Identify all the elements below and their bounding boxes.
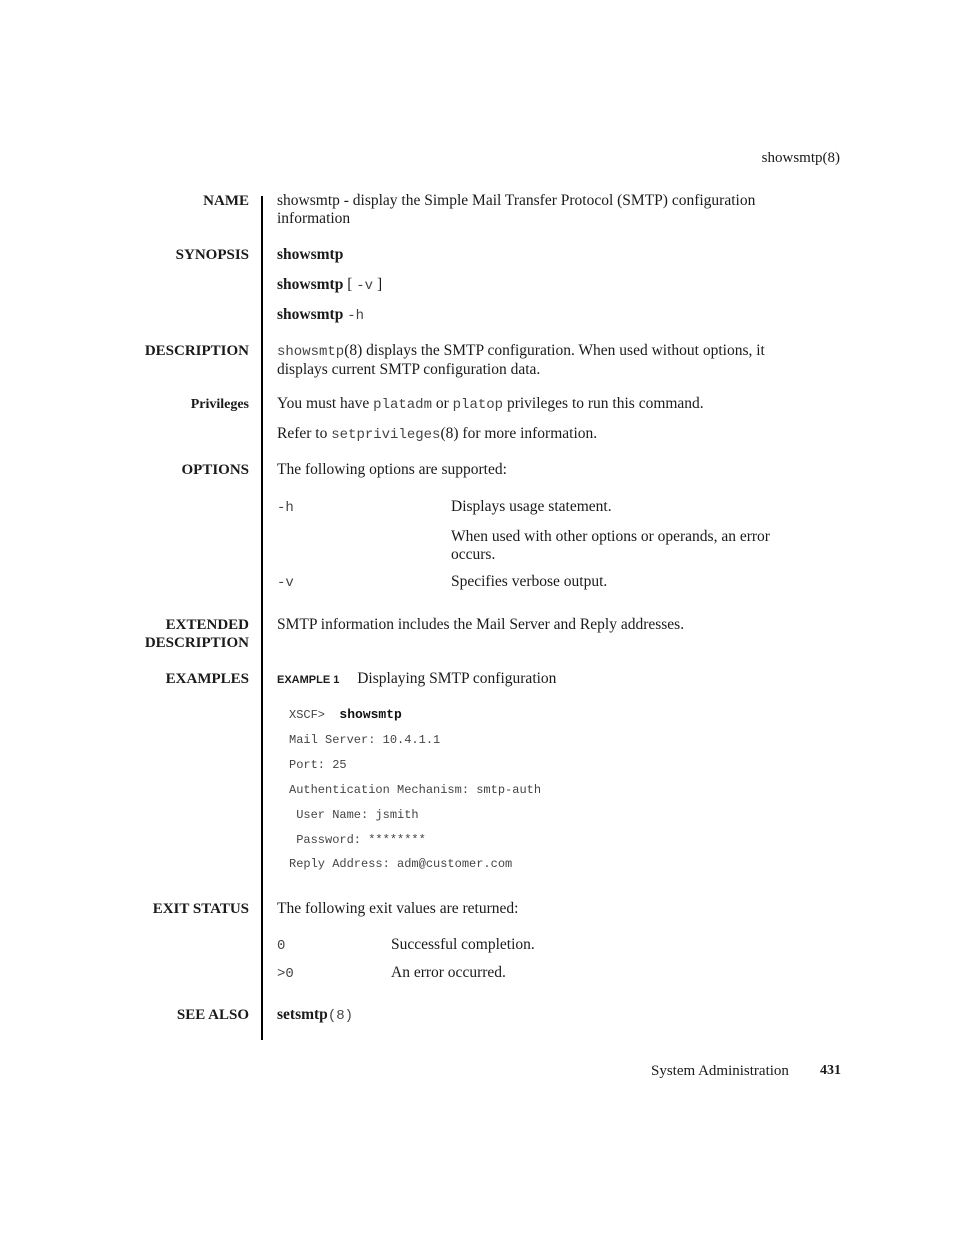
exit-code-gt0-desc: An error occurred. [391, 964, 506, 981]
privileges-text-b: or [431, 395, 453, 412]
extended-label-line-1: EXTENDED [165, 617, 249, 633]
synopsis-command: showsmtp [277, 246, 344, 263]
privileges-refer-suffix: (8) for more information. [440, 425, 598, 442]
section-label-options: OPTIONS [181, 462, 249, 478]
section-label-see-also: SEE ALSO [176, 1007, 249, 1023]
section-label-privileges: Privileges [190, 397, 249, 412]
see-also-section: (8) [327, 1008, 354, 1024]
screen-output-line: User Name: jsmith [289, 808, 419, 822]
name-line-1: showsmtp - display the Simple Mail Transfer Protocol (SMTP) configuration [277, 192, 756, 209]
option-v-desc: Specifies verbose output. [451, 573, 608, 590]
description-line-2: displays current SMTP configuration data. [277, 361, 541, 378]
privileges-text-a: You must have [277, 395, 374, 412]
privileges-refer-text: Refer to [277, 425, 332, 442]
name-text [277, 192, 755, 228]
options-intro: The following options are supported: [277, 461, 507, 478]
exit-status-intro: The following exit values are returned: [277, 900, 519, 917]
section-label-name: NAME [203, 193, 249, 209]
description-line-1: (8) displays the SMTP configuration. When used without options, it [344, 342, 765, 359]
exit-code-gt0: >0 [277, 966, 294, 982]
section-label-extended-description [145, 616, 249, 652]
name-line-2: information [277, 210, 351, 227]
section-label-exit-status: EXIT STATUS [152, 901, 249, 917]
synopsis-line-2 [277, 276, 382, 295]
running-header: showsmtp(8) [761, 150, 840, 166]
synopsis-command: showsmtp [277, 306, 344, 323]
description-text [277, 342, 765, 379]
exit-code-0-desc: Successful completion. [391, 936, 535, 953]
synopsis-option-v: -v [356, 278, 374, 294]
footer-page-number: 431 [820, 1063, 841, 1078]
option-flag-h: -h [277, 500, 294, 516]
extended-label-line-2: DESCRIPTION [144, 635, 249, 651]
screen-output-line: Password: ******** [289, 833, 426, 847]
screen-output-line: Mail Server: 10.4.1.1 [289, 733, 441, 747]
privileges-para-1 [277, 395, 704, 414]
screen-command: showsmtp [339, 707, 402, 722]
privileges-para-2 [277, 425, 597, 444]
screen-output-line: Authentication Mechanism: smtp-auth [289, 783, 542, 797]
example-title: Displaying SMTP configuration [357, 670, 557, 687]
synopsis-line-1 [277, 246, 343, 264]
example-screen-command [289, 707, 402, 722]
section-label-synopsis: SYNOPSIS [175, 247, 249, 263]
option-h-desc-2 [451, 528, 770, 564]
description-command: showsmtp [277, 344, 345, 360]
option-flag-v: -v [277, 575, 294, 591]
section-label-examples: EXAMPLES [165, 671, 249, 687]
privileges-setprivileges: setprivileges [331, 427, 441, 443]
privileges-text-c: privileges to run this command. [503, 395, 704, 412]
option-h-desc-2a: When used with other options or operands, an error [451, 528, 770, 545]
synopsis-line-3 [277, 306, 364, 325]
synopsis-option-h: -h [347, 308, 365, 324]
privileges-platadm: platadm [373, 397, 432, 413]
example-1-heading [277, 670, 556, 689]
synopsis-bracket-close: ] [373, 276, 383, 293]
screen-output-line: Reply Address: adm@customer.com [289, 857, 513, 871]
exit-code-0: 0 [277, 938, 286, 954]
example-number: EXAMPLE 1 [277, 674, 340, 686]
see-also-reference [277, 1006, 353, 1025]
screen-output-line: Port: 25 [289, 758, 347, 772]
option-h-desc-2b: occurs. [451, 546, 496, 563]
section-divider-rule [261, 196, 263, 1040]
screen-prompt: XSCF> [289, 708, 326, 722]
footer-book-title: System Administration [651, 1063, 789, 1079]
privileges-platop: platop [452, 397, 504, 413]
see-also-command: setsmtp [277, 1006, 328, 1023]
synopsis-bracket-open: [ [347, 276, 357, 293]
option-h-desc-1: Displays usage statement. [451, 498, 612, 515]
section-label-description: DESCRIPTION [144, 343, 249, 359]
extended-description-text: SMTP information includes the Mail Server and Reply addresses. [277, 616, 685, 633]
synopsis-command: showsmtp [277, 276, 344, 293]
